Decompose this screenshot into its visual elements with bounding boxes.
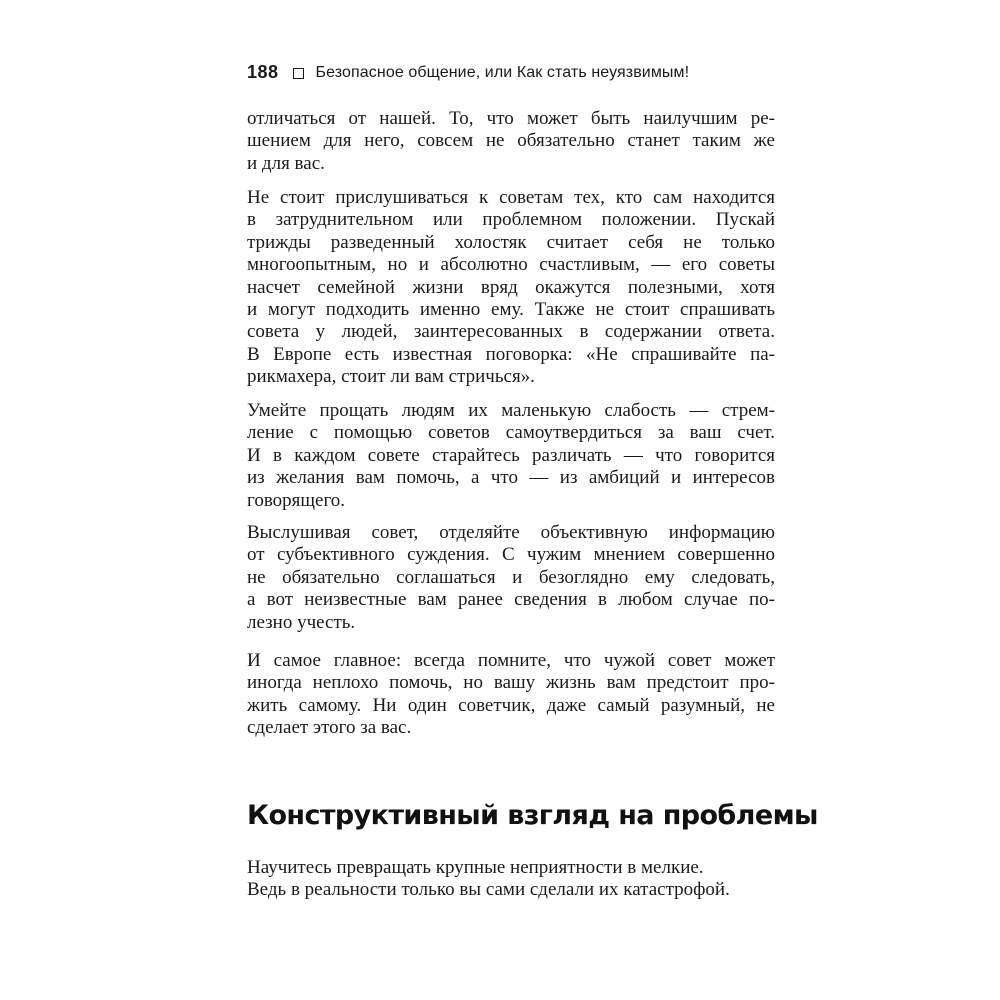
text-line: сделает этого за вас. xyxy=(247,717,412,739)
text-line: трижды разведенный холостяк считает себя не только xyxy=(247,231,775,253)
paragraph-5 xyxy=(247,650,775,740)
text-line: а вот неизвестные вам ранее сведения в любом случае по- xyxy=(247,589,775,611)
text-line: И в каждом совете старайтесь различать — что говорится xyxy=(247,444,775,466)
section-heading: Конструктивный взгляд на проблемы xyxy=(247,800,818,831)
text-line: от субъективного суждения. С чужим мнением совершенно xyxy=(247,544,775,566)
paragraph-2 xyxy=(247,187,775,389)
text-line: из желания вам помочь, а что — из амбиций и интересов xyxy=(247,467,775,489)
text-line: многоопытным, но и абсолютно счастливым, — его советы xyxy=(247,254,775,276)
text-line: совета у людей, заинтересованных в содержании ответа. xyxy=(247,321,775,343)
text-line: говорящего. xyxy=(247,489,346,511)
text-line: насчет семейной жизни вряд окажутся полезными, хотя xyxy=(247,276,775,298)
text-line: и могут подходить именно ему. Также не стоит спрашивать xyxy=(247,299,775,321)
text-line: И самое главное: всегда помните, что чужой совет может xyxy=(247,650,775,671)
text-line: не обязательно соглашаться и безоглядно ему следовать, xyxy=(247,566,775,588)
text-line: в затруднительном или проблемном положении. Пускай xyxy=(247,209,775,231)
text-line: шением для него, совсем не обязательно станет таким же xyxy=(247,130,775,152)
square-bullet-icon xyxy=(293,68,304,79)
text-line: Не стоит прислушиваться к советам тех, кто сам находится xyxy=(247,187,775,208)
paragraph-4 xyxy=(247,522,775,634)
text-line: рикмахера, стоит ли вам стричься». xyxy=(247,366,535,388)
paragraph-3 xyxy=(247,400,775,512)
text-line: отличаться от нашей. То, что может быть наилучшим ре- xyxy=(247,108,775,129)
section-paragraph xyxy=(247,857,775,902)
running-title: Безопасное общение, или Как стать неуязвимым! xyxy=(315,63,690,81)
text-line: лезно учесть. xyxy=(247,611,356,633)
page-number: 188 xyxy=(247,62,279,82)
text-line: иногда неплохо помочь, но вашу жизнь вам предстоит про- xyxy=(247,672,775,694)
text-line: Умейте прощать людям их маленькую слабость — стрем- xyxy=(247,400,775,421)
running-header xyxy=(247,62,689,83)
text-line: и для вас. xyxy=(247,152,325,174)
text-line: жить самому. Ни один советчик, даже самый разумный, не xyxy=(247,694,775,716)
paragraph-1 xyxy=(247,108,775,175)
text-line: Научитесь превращать крупные неприятности в мелкие. xyxy=(247,857,704,878)
text-line: В Европе есть известная поговорка: «Не спрашивайте па- xyxy=(247,343,775,365)
text-line: ление с помощью советов самоутвердиться за ваш счет. xyxy=(247,422,775,444)
text-line: Ведь в реальности только вы сами сделали их катастрофой. xyxy=(247,879,730,901)
text-line: Выслушивая совет, отделяйте объективную информацию xyxy=(247,522,775,543)
